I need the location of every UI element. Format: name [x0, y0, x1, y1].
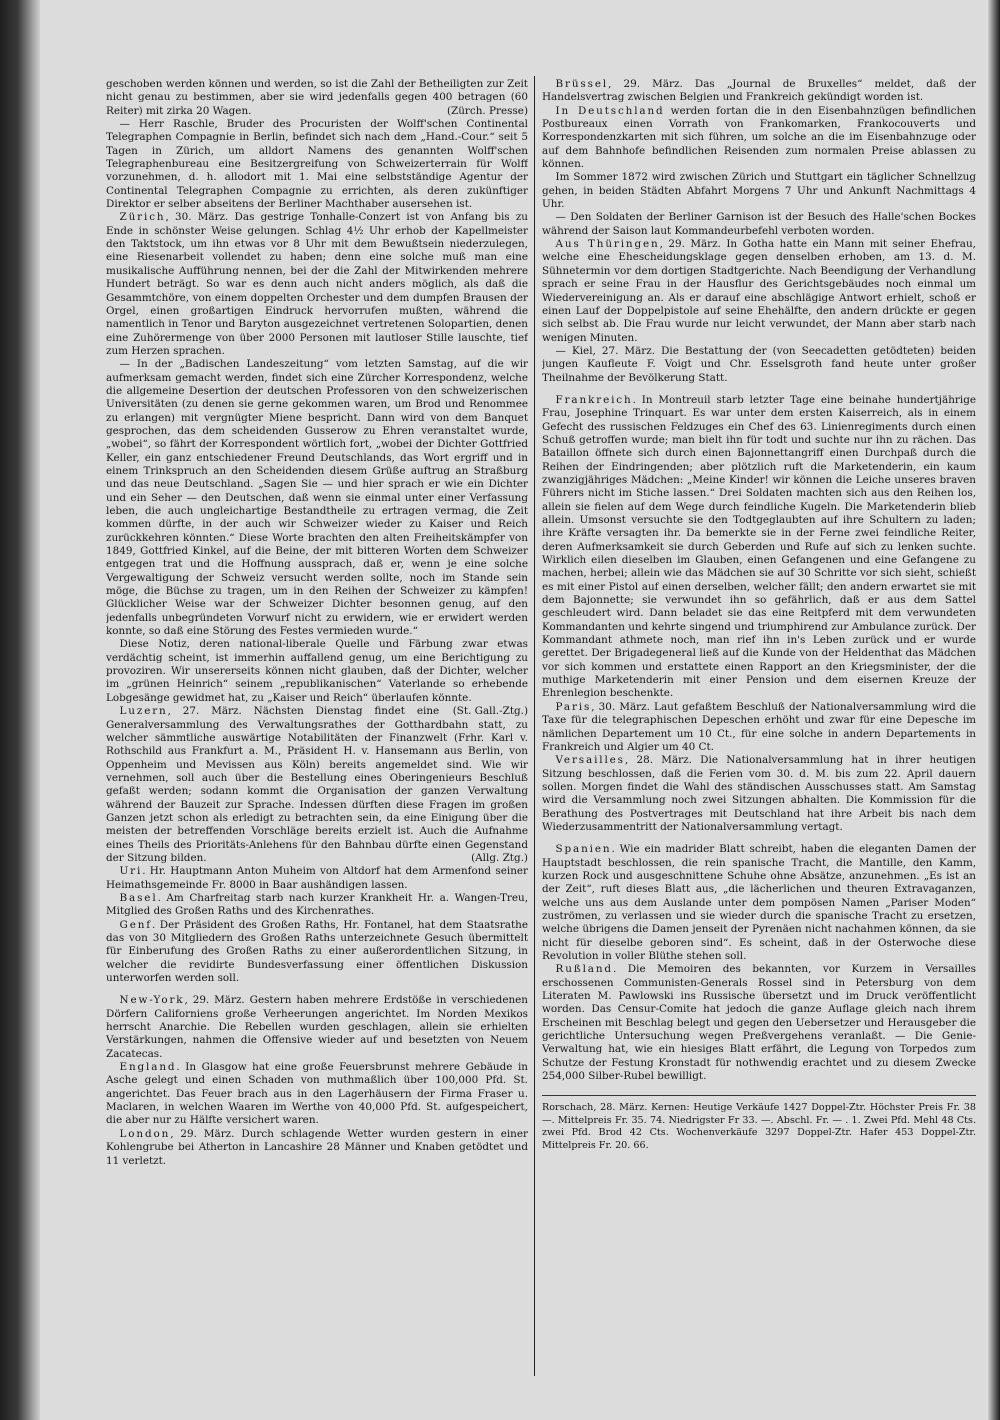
market-report: Rorschach, 28. März. Kernen: Heutige Verkäufe 1427 Doppel-Ztr. Höchster Preis Fr. 38 —. Mittelpreis Fr. 35. 74. Niedrigster Fr 33. —. Abschl. Fr. — . 1. Zwei Pfd. Mehl 48 Cts. zwei Pfd. Brod 42 Cts. Wochenverkäufe 3297 Doppel-Ztr. Hafer 453 Doppel-Ztr. Mittelpreis Fr. 20. 66. — [542, 1095, 976, 1152]
binding-fold — [0, 0, 40, 1420]
article-text: , 29. März. In Gotha hatte ein Mann mit seiner Ehefrau, welche eine Ehescheidungsklage gegen denselben erhoben, am 13. d. M. Sühnetermin vor dem dortigen Stadtgerichte. Nach Beendigung der Verhandlung sprach er seine Frau in der Hausflur des Gerichtsgebäudes noch einmal um Wiedervereinigung an. Als er darauf eine abschlägige Antwort erhielt, schoß er einen Lauf der Doppelpistole auf seine Ehehälfte, den andern drückte er gegen sich selbst ab. Die Frau wurde nur leicht verwundet, der Mann aber starb nach wenigen Minuten. — [542, 238, 976, 344]
source-citation: (St. Gall.-Ztg.) — [452, 705, 528, 718]
source-citation: (Allg. Ztg.) — [471, 851, 528, 864]
dateline: Frankreich — [555, 393, 633, 406]
article-paragraph — [542, 843, 976, 963]
article-paragraph — [106, 919, 528, 986]
source-citation: (Zürch. Presse) — [446, 104, 528, 117]
dateline: Versailles — [555, 754, 625, 767]
article-text: . Am Charfreitag starb nach kurzer Krankheit Hr. a. Wangen-Treu, Mitglied des Großen Raths und des Kirchenrathes. — [106, 891, 528, 918]
dateline: Aus Thüringen — [555, 238, 660, 251]
dateline: New-York — [119, 994, 185, 1007]
article-paragraph — [106, 1128, 528, 1168]
article-paragraph — [542, 394, 976, 701]
article-paragraph — [106, 1061, 528, 1128]
article-text: . Hr. Hauptmann Anton Muheim von Altdorf hat dem Armenfond seiner Heimathsgemeinde Fr. 8000 in Baar aushändigen lassen. — [106, 865, 528, 891]
article-text: — Herr Raschle, Bruder des Procuristen der Wolff'schen Continental Telegraphen Compagnie in Berlin, befindet sich nach dem „Hand.-Cour.“ seit 5 Tagen in Zürich, um alldort Namens des genannten Wolff'schen Telegraphenbureau eine Besitzergreifung von Schweizerterrain für Wolff vorzunehmen, d. h. allodort mit 1. Mai eine selbstständige Agentur der Continental Telegraphen Compagnie zu errichten, als deren zukünftiger Direktor er selber abseitens der Berliner Machthaber ausersehen ist. — [106, 118, 528, 211]
article-text: , 29. März. Durch schlagende Wetter wurden gestern in einer Kohlengrube bei Atherton in Lancashire 28 Männer und Knaben getödtet und 11 verletzt. — [106, 1127, 528, 1167]
column-rule — [534, 76, 535, 1376]
dateline: Brüssel — [555, 78, 609, 90]
article-text: — Kiel, 27. März. Die Bestattung der (von Seecadetten getödteten) beiden jungen Kaufleute F. Voigt und Chr. Esselsgroth fand heute unter großer Theilnahme der Bevölkerung Statt. — [542, 344, 976, 384]
dateline: Paris — [555, 700, 592, 713]
article-paragraph — [106, 994, 528, 1061]
article-text: — Den Soldaten der Berliner Garnison ist der Besuch des Halle'schen Bockes während der Saison laut Kommandeurbefehl verboten worden. — [542, 211, 976, 237]
page-edge — [988, 0, 1000, 1420]
article-text: werden fortan die in den Eisenbahnzügen befindlichen Postbureaux einen Vorrath von Frankomarken, Frankocouverts und Korrespondenzkarten mit sich führen, um solche an die im Eisenbahnzuge oder auf dem Bahnhofe befindlichen Reisenden zum normalen Preise ablassen zu können. — [542, 104, 976, 171]
article-text: — In der „Badischen Landeszeitung“ vom letzten Samstag, auf die wir aufmerksam gemacht werden, findet sich eine Zürcher Korrespondenz, welche die allgemeine Desertion der deutschen Professoren von den schweizerischen Universitäten (zu denen sie gerne gekommen waren, um Brod und Renommee zu erlangen) mit vergnügter Miene bespricht. Dann wird von dem Banquet gesprochen, das dem scheidenden Gusserow zu Ehren veranstaltet wurde, „wobei“, so fährt der Korrespondent wörtlich fort, „wobei der Dichter Gottfried Keller, ein ganz entschiedener Freund Deutschlands, das Wort ergriff und in einem Trinkspruch an den Scheidenden diesem Grüße auftrug an Straßburg und das neue Deutschland. „Sagen Sie — und hier sprach er wie ein Dichter und ein Seher — den Deutschen, daß wenn sie einmal unter einer Verfassung leben, die auch ungleichartige Bestandtheile zu ertragen vermag, die Zeit kommen dürfte, in der auch wir Schweizer wieder zu Kaiser und Reich zurückkehren könnten.“ Diese Worte brachten den alten Freiheitskämpfer von 1849, Gottfried Kinkel, auf die Beine, der mit bitteren Worten dem Schweizer entgegen trat und die Hoffnung aussprach, daß er, wenn je eine solche Vergewaltigung der Schweiz versucht werden sollte, noch im Stande sein möge, die Büchse zu tragen, um in den Reihen der Schweizer zu kämpfen! Glücklicher Weise war der Schweizer Dichter besonnen genug, auf den jedenfalls unbegründeten Vorwurf nicht zu erwidern, wie er erwidert werden konnte, so daß eine Störung des Festes vermieden wurde.“ — [106, 358, 528, 638]
article-paragraph — [542, 211, 976, 238]
right-column-body — [542, 78, 976, 1083]
article-paragraph — [106, 892, 528, 919]
dateline: England — [119, 1061, 177, 1074]
article-text: , 30. März. Das gestrige Tonhalle-Conzert ist von Anfang bis zu Ende in schönster Weise gelungen. Schlag 4½ Uhr erhob der Kapellmeister den Taktstock, um ihn etwas vor 8 Uhr mit dem Bewußtsein niederzulegen, eine Riesenarbeit vollendet zu haben; denn eine solche muß man eine musikalische Aufführung nennen, bei der die Zahl der Mitwirkenden mehrere Hundert beträgt. So war es denn auch nicht anders möglich, als daß die Gesammtchöre, von einem doppelten Orchester und dem dumpfen Brausen der Orgel, einen großartigen Eindruck hervorrufen mußten, während die namentlich in Tenor und Baryton ausgezeichnet vertretenen Solopartien, denen eine Zuhörermenge von über 2000 Personen mit lautloser Stille lauschte, tief zum Herzen sprachen. — [106, 211, 528, 357]
article-text: . In Montreuil starb letzter Tage eine beinahe hundertjährige Frau, Josephine Trinquart. Es war unter dem ersten Kaiserreich, als in einem Gefecht des russischen Feldzuges ein Chef des 63. Linienregiments durch einen Schuß getroffen wurde; man bielt ihn für todt und suchte nur ihn zu rächen. Das Bataillon öffnete sich durch einen Bajonnettangriff einen Durchpaß durch die Reihen der Eindringenden; aber plötzlich ruft die Marketenderin, ein kaum zwanzigjähriges Mädchen: „Meine Kinder! wir können die Leiche unseres braven Führers nicht im Stiche lassen.“ Drei Soldaten machten sich aus den Reihen los, allein sie fielen auf dem Wege durch feindliche Kugeln. Die Marketenderin blieb allein. Umsonst versuchte sie den Todtgeglaubten auf ihre Schultern zu laden; ihre Kräfte versagten ihr. Da bemerkte sie in der Ferne zwei feindliche Reiter, deren Aufmerksamkeit sie durch Geberden und Rufe auf sich zu lenken suchte. Wirklich eilen dieselben im Glauben, einen Gefangenen und eine Gefangene zu machen, herbei; allein wie das Mädchen sie auf 30 Schritte vor sich sieht, schießt es mit einer Pistol auf einen derselben, welcher fällt; den andern erwartet sie mit dem Bajonnette; sie verwundet ihn so gefährlich, daß er aus dem Sattel geschleudert wird. Dann beladet sie das eine Reitpferd mit dem verwundeten Kommandanten und kehrte singend und triumphirend zur Ambulance zurück. Der Kommandant athmete noch, man rief ihn in's Leben zurück und er wurde gerettet. Der Brigadegeneral ließ auf die Kunde von der Heldenthat das Mädchen vor sich kommen und erstattete einen Rapport an den Kriegsminister, der die muthige Marketenderin mit einer Pension und dem eisernen Kreuze der Ehrenlegion beschenkte. — [542, 393, 976, 700]
dateline: Genf — [119, 918, 152, 931]
dateline: Spanien — [555, 843, 612, 856]
dateline: London — [119, 1127, 171, 1140]
article-text: Diese Notiz, deren national-liberale Quelle und Färbung zwar etwas verdächtig scheint, ist immerhin auffallend genug, um eine Berichtigung zu provoziren. Wir unsererseits können nicht glauben, daß der Dichter, welcher im „grünen Heinrich“ seinem „republikanischen“ Vaterlande so erhebende Lobgesänge gewidmet hat, zu „Kaiser und Reich“ überlaufen könnte. — [106, 638, 528, 704]
dateline: In Deutschland — [555, 104, 665, 117]
article-text: . Die Memoiren des bekannten, vor Kurzem in Versailles erschossenen Communisten-Generals Rossel sind in Petersburg von dem Literaten M. Pawlowski ins Russische übersetzt und im Druck veröffentlicht worden. Das Censur-Comite hat jedoch die ganze Auflage gleich nach ihrem Erscheinen mit Beschlag belegt und gegen den Uebersetzer und Herausgeber die gerichtliche Untersuchung wegen Preßvergehens veranlaßt. — Die Genie-Verwaltung hat, wie ein hiesiges Blatt erfährt, die Legung von Torpedos zum Schutze der Festung Kronstadt für nothwendig erachtet und zu diesem Zwecke 254,000 Silber-Rubel bewilligt. — [542, 963, 976, 1083]
article-paragraph — [542, 345, 976, 385]
article-text: . Der Präsident des Großen Raths, Hr. Fontanel, hat dem Staatsrathe das von 30 Mitgliedern des Großen Raths unterzeichnete Gesuch übermittelt für Einberufung des Großen Raths zu einer außerordentlichen Sitzung, in welcher die revidirte Bundesverfassung einer öffentlichen Diskussion unterworfen werden soll. — [106, 918, 528, 985]
dateline: Rußland — [555, 963, 613, 976]
article-paragraph — [106, 358, 528, 638]
article-paragraph — [106, 211, 528, 358]
article-paragraph — [542, 754, 976, 834]
article-text: . In Glasgow hat eine große Feuersbrunst mehrere Gebäude in Asche gelegt und einen Schaden von muthmaßlich über 100,000 Pfd. St. angerichtet. Das Feuer brach aus in den Lagerhäusern der Firma Fraser u. Maclaren, in welchen Waaren im Werthe von 40,000 Pfd. St. aufgespeichert, die aber nur zu Hälfte versichert waren. — [106, 1061, 528, 1127]
article-text: Im Sommer 1872 wird zwischen Zürich und Stuttgart ein täglicher Schnellzug gehen, in beiden Städten Abfahrt Morgens 7 Uhr und Ankunft Nachmittags 4 Uhr. — [542, 171, 976, 211]
article-text: , 27. März. Nächsten Dienstag findet eine Generalversammlung des Verwaltungsrathes der Gotthardbahn statt, zu welcher sämmtliche auswärtige Notabilitäten der Finanzwelt (Frhr. Karl v. Rothschild aus Frankfurt a. M., Präsident H. v. Hansemann aus Berlin, von Oppenheim und Mevissen aus Köln) bereits angemeldet sind. Wie wir vernehmen, soll auch über die Bestellung eines Oberingenieurs Beschluß gefaßt werden; sodann kommt die Organisation der ganzen Verwaltung während der Bauzeit zur Sprache. Indessen dürften diese Fragen im großen Ganzen jetzt schon als erledigt zu betrachten sein, da eine Einigung über die meisten der betreffenden Vorschläge bereits erzielt ist. Auch die Aufnahme eines Theils des Prioritäts-Anlehens für den Bahnbau dürfte einen Gegenstand der Sitzung bilden. — [106, 705, 528, 864]
right-column — [542, 78, 976, 1378]
article-text: , 28. März. Die Nationalversammlung hat in ihrer heutigen Sitzung beschlossen, daß die Ferien vom 30. d. M. bis zum 22. April dauern sollen. Morgen findet die Wahl des ständischen Ausschusses statt. Am Samstag wird die Versammlung noch zwei Sitzungen abhalten. Die Kommission für die Berathung des Postvertrages mit Deutschland hat ihre Arbeit bis nach dem Wiederzusammentritt der Nationalversammlung vertagt. — [542, 754, 976, 833]
article-text: geschoben werden können und werden, so ist die Zahl der Betheiligten zur Zeit nicht genau zu bestimmen, aber sie wird jedenfalls gegen 400 betragen (60 Reiter) mit zirka 20 Wagen. — [106, 78, 528, 117]
article-text: , 30. März. Laut gefaßtem Beschluß der Nationalversammlung wird die Taxe für die telegraphischen Depeschen erhöht und zwar für eine Depesche im nämlichen Departement um 10 Ct., für eine solche in andern Departements in Frankreich und Algier um 40 Ct. — [542, 700, 976, 753]
article-text: . Wie ein madrider Blatt schreibt, haben die eleganten Damen der Hauptstadt beschlossen, die rein spanische Tracht, die Mantille, den Kamm, kurzen Rock und ausgeschnittene Schuhe ohne Absätze, anzunehmen. „Es ist an der Zeit“, ruft dieses Blatt aus, „die lächerlichen und theuren Extravaganzen, welche uns aus dem Auslande unter dem pompösen Namen „Pariser Moden“ zuströmen, zu verlassen und sie wieder durch die spanische Tracht zu ersetzen, welche übrigens die Damen jenseit der Pyrenäen nicht nachahmen können, da sie nicht für dieselbe geboren sind“. Es scheint, daß in der Osterwoche diese Revolution in voller Blüthe stehen soll. — [542, 843, 976, 962]
article-text: , 29. März. Das „Journal de Bruxelles“ meldet, daß der Handelsvertrag zwischen Belgien und Frankreich gekündigt worden ist. — [542, 78, 976, 104]
article-paragraph — [106, 865, 528, 892]
article-paragraph — [542, 238, 976, 345]
dateline: Zürich — [119, 211, 166, 224]
article-paragraph — [542, 105, 976, 172]
article-paragraph — [106, 78, 528, 118]
article-paragraph — [542, 701, 976, 754]
article-text: , 29. März. Gestern haben mehrere Erdstöße in verschiedenen Dörfern Californiens große Verheerungen angerichtet. Im Norden Mexikos herrscht Anarchie. Die Rebellen wurden geschlagen, allein sie erhielten Verstärkungen, nahmen die Offensive wieder auf und besetzten von Neuem Zacatecas. — [106, 994, 528, 1060]
article-paragraph — [106, 118, 528, 211]
dateline: Luzern — [119, 705, 168, 718]
dateline: Uri — [119, 865, 143, 878]
article-paragraph — [106, 705, 528, 865]
article-paragraph — [542, 78, 976, 105]
article-paragraph — [542, 171, 976, 211]
dateline: Basel — [119, 891, 158, 904]
article-paragraph — [542, 963, 976, 1083]
left-column — [106, 78, 528, 1378]
